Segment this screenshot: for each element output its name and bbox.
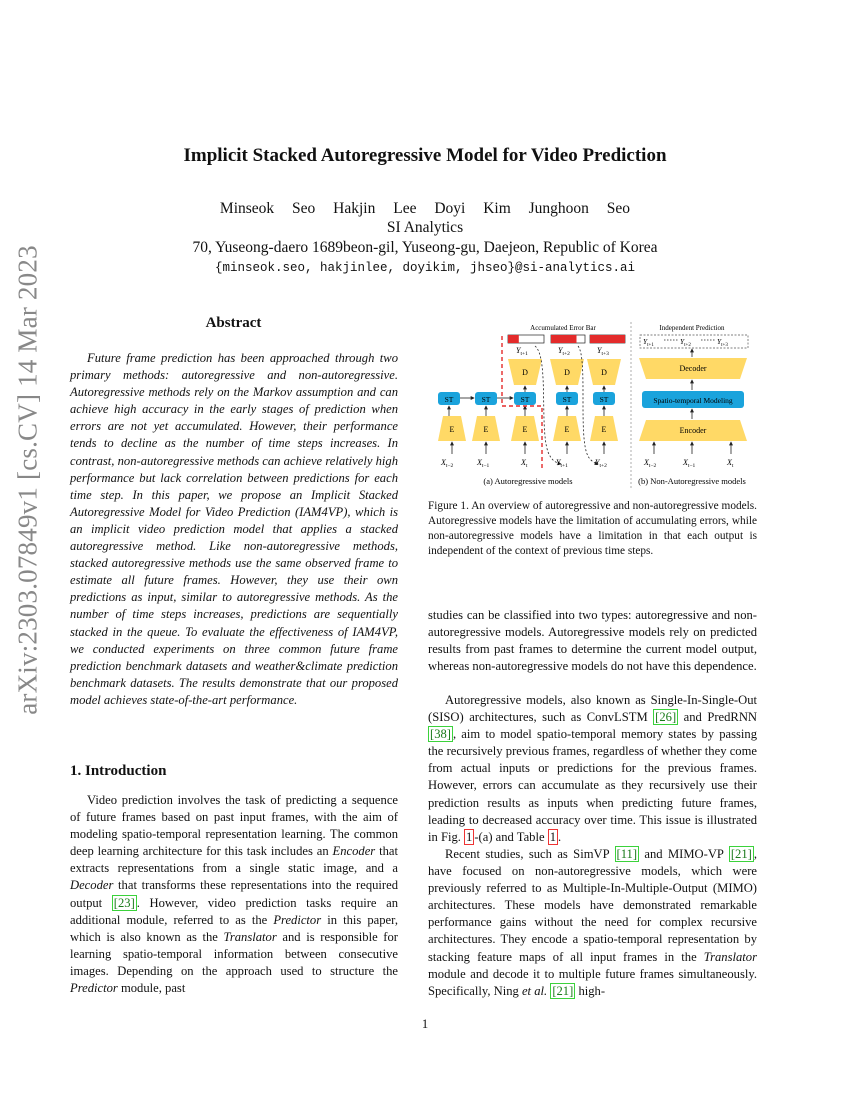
right-paragraph-3: Recent studies, such as SimVP [11] and MIMO-VP [21] , have focused on non-autoregressive models, which were previously referred to as Multiple-In-Multiple-Output (MIMO) architectures. These models have demonstrated remarkable performance gains without the need for complex recursive architectures. They encode a spatio-temporal representation by stacking feature maps of all input frames in the Translator module and decode it to multiple future frames simultaneously. Specifically, Ning et al. [21] high- — [428, 847, 757, 998]
arxiv-identifier: arXiv:2303.07849v1 [cs.CV] 14 Mar 2023 — [12, 245, 43, 715]
author-emails: {minseok.seo, hakjinlee, doyikim, jhseo}@si-analytics.ai — [214, 261, 636, 275]
citation-link[interactable]: [21] — [730, 847, 752, 861]
figure-link[interactable]: 1 — [466, 829, 473, 844]
encoder-block-5 — [590, 416, 618, 441]
error-bar-2 — [551, 335, 585, 343]
input-label-x1-a: $X_{t-2}$ — [441, 458, 454, 469]
svg-text:D: D — [522, 368, 528, 377]
st-block-3 — [514, 392, 536, 405]
decoder-block-1 — [508, 359, 542, 385]
affiliation: SI Analytics — [386, 219, 464, 236]
st-block-2 — [475, 392, 497, 405]
input-label-x1-b: $X_{t-2}$ — [644, 458, 657, 469]
output-label-y2-bottom: $Y_{t+2}$ — [595, 458, 607, 469]
output-label-y3: $Y_{t+3}$ — [597, 346, 609, 357]
svg-text:ST: ST — [599, 395, 609, 404]
svg-text:Yt+3: $Y_{t+3}$ — [717, 337, 728, 348]
decoder-block-2 — [550, 359, 584, 385]
citation-link[interactable]: [23] — [113, 895, 135, 910]
figure-1-diagram — [428, 318, 758, 493]
svg-text:Yt+1: $Y_{t+1}$ — [643, 337, 654, 348]
input-label-x3-b: $X_t$ — [727, 458, 734, 469]
svg-text:E: E — [522, 425, 528, 434]
paper-title: Implicit Stacked Autoregressive Model for Video Prediction — [183, 145, 667, 166]
error-bar-1 — [508, 335, 544, 343]
svg-text:ST: ST — [520, 395, 530, 404]
encoder-block-3 — [511, 416, 539, 441]
svg-text:E: E — [564, 425, 570, 434]
error-bar-3 — [590, 335, 625, 343]
citation-link[interactable]: [38] — [430, 727, 451, 742]
encoder-block-b — [639, 420, 747, 441]
decoder-block-3 — [587, 359, 621, 385]
svg-text:Encoder: Encoder — [679, 426, 707, 435]
citation-link[interactable]: [21] — [552, 983, 574, 998]
svg-text:E: E — [449, 425, 455, 434]
svg-text:ST: ST — [481, 395, 491, 404]
abstract-text: Future frame prediction has been approached through two primary methods: autoregressive and non-autoregressive. Autoregressive methods rely on the Markov assumption and can achieve high accuracy in the early stages of prediction when errors are not yet accumulated. However, their performance tends to decline as the number of time steps increases. In contrast, non-autoregressive methods can achieve relatively high performance but lack correlation between predictions for each time step. In this paper, we propose an Implicit Stacked Autoregressive Model for Video Prediction (IAM4VP), which is an implicit video prediction model that applies a stacked autoregressive method. Like non-autoregressive methods, stacked autoregressive methods use the same observed frame to estimate all future frames. However, they use their own predictions as input, similar to autoregressive methods. As the number of time steps increases, predictions are sequentially stacked in the queue. To evaluate the effectiveness of IAM4VP, we conducted experiments on three common future frame prediction benchmark datasets and weather&climate prediction benchmark datasets. The results demonstrate that our proposed model achieves state-of-the-art performance. — [70, 351, 398, 707]
output-label-y1: $Y_{t+1}$ — [516, 346, 528, 357]
encoder-block-4 — [553, 416, 581, 441]
st-block-4 — [556, 392, 578, 405]
svg-text:Decoder: Decoder — [679, 364, 707, 373]
abstract-heading: Abstract — [205, 315, 262, 331]
svg-text:E: E — [483, 425, 489, 434]
st-block-5 — [593, 392, 615, 405]
svg-text:D: D — [601, 368, 607, 377]
right-paragraph-1: studies can be classified into two types: autoregressive and non-autoregressive models. Autoregressive models rely on predicted results from past frames to determine the current model output, whereas non-autoregressive models do not have this dependence. — [428, 608, 757, 674]
subcaption-a: (a) Autoregressive models — [483, 476, 573, 486]
table-link[interactable]: 1 — [549, 829, 557, 844]
st-block-1 — [438, 392, 460, 405]
input-label-x2-b: $X_{t-1}$ — [683, 458, 696, 469]
independent-prediction-label: Independent Prediction — [659, 324, 725, 332]
section-heading-introduction: 1. Introduction — [70, 763, 167, 779]
subcaption-b: (b) Non-Autoregressive models — [638, 476, 746, 486]
encoder-block-1 — [438, 416, 466, 441]
right-paragraph-2: Autoregressive models, also known as Single-In-Single-Out (SISO) architectures, such as ConvLSTM [26] and PredRNN [38] , aim to model spatio-temporal memory states by passing the recursively previous frames, regardless of whether they come from actual inputs or predictions for the previous frames. However, errors can accumulate as they recursively use their prediction results as inputs when predicting future frames, leading to decreased accuracy over time. This issue is illustrated in Fig. 1 -(a) and Table 1 . — [428, 693, 758, 844]
figure-1-caption: Figure 1. An overview of autoregressive and non-autoregressive models. Autoregressive models have the limitation of accumulating errors, while non-autoregressive models have a limitation in that each output is independent of the context of previous time steps. — [428, 500, 757, 558]
svg-text:ST: ST — [444, 395, 454, 404]
svg-text:Spatio-temporal Modeling: Spatio-temporal Modeling — [653, 396, 733, 405]
svg-text:E: E — [601, 425, 607, 434]
decoder-block-b — [639, 358, 747, 379]
output-label-y1-bottom: $Y_{t+1}$ — [556, 458, 568, 469]
citation-link[interactable]: [11] — [616, 847, 638, 861]
page-number: 1 — [421, 1017, 429, 1031]
output-label-y2: $Y_{t+2}$ — [558, 346, 570, 357]
address: 70, Yuseong-daero 1689beon-gil, Yuseong-gu, Daejeon, Republic of Korea — [192, 239, 658, 256]
author-list: Minseok Seo Hakjin Lee Doyi Kim Junghoon Seo — [219, 200, 631, 217]
accumulated-error-label: Accumulated Error Bar — [530, 324, 596, 332]
svg-text:Yt+2: $Y_{t+2}$ — [680, 337, 691, 348]
output-group-box — [640, 335, 748, 348]
arxiv-sidebar — [6, 245, 50, 715]
encoder-block-2 — [472, 416, 500, 441]
input-label-x3-a: $X_t$ — [521, 458, 528, 469]
svg-text:ST: ST — [562, 395, 572, 404]
citation-link[interactable]: [26] — [655, 710, 677, 725]
spatio-temporal-block — [642, 391, 744, 408]
introduction-paragraph: Video prediction involves the task of predicting a sequence of future frames based on past input frames, with the aim of modeling spatio-temporal representation learning. The common deep learning architecture for this task includes an Encoder that extracts representations from a single static image, and a Decoder that transforms these representations into the required output [23] . However, video prediction tasks require an additional module, referred to as the Predictor in this paper, which is also known as the Translator and is responsible for learning spatio-temporal information between consecutive images. Depending on the approach used to structure the Predictor module, past — [70, 793, 398, 996]
svg-text:D: D — [564, 368, 570, 377]
input-label-x2-a: $X_{t-1}$ — [477, 458, 490, 469]
